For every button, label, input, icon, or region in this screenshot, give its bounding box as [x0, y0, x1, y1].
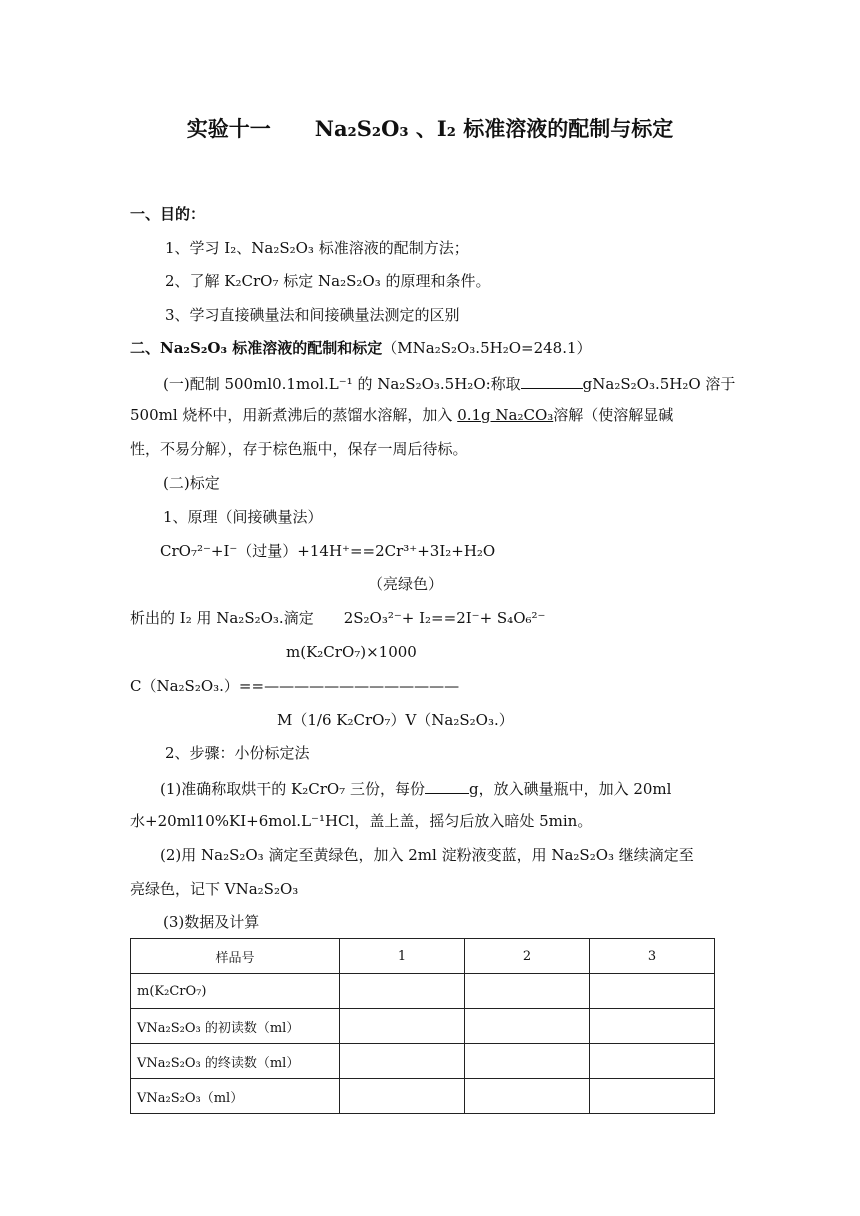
table-header-cell: 2	[465, 939, 590, 974]
section-2-title: 二、Na₂S₂O₃ 标准溶液的配制和标定	[130, 339, 383, 357]
preparation-line-3: 性，不易分解），存于棕色瓶中，保存一周后待标。	[130, 440, 468, 458]
reaction-line-2	[130, 608, 545, 628]
table-row	[131, 1044, 715, 1079]
row-label: VNa₂S₂O₃ 的初读数（ml）	[131, 1009, 340, 1044]
reaction-equation-1: CrO₇²⁻+I⁻（过量）+14H⁺==2Cr³⁺+3I₂+H₂O	[160, 542, 496, 560]
reaction-color-note: （亮绿色）	[368, 575, 444, 593]
step-2-line-2: 亮绿色，记下 VNa₂S₂O₃	[130, 880, 299, 898]
preparation-text-a: (一)配制 500ml0.1mol.L⁻¹ 的 Na₂S₂O₃.5H₂O:称取	[163, 375, 521, 393]
step-1-text-b: g，放入碘量瓶中，加入 20ml	[468, 780, 672, 798]
row-label: VNa₂S₂O₃ 的终读数（ml）	[131, 1044, 340, 1079]
table-cell	[590, 1079, 715, 1114]
table-cell	[590, 1009, 715, 1044]
molar-mass-note: （MNa₂S₂O₃.5H₂O=248.1）	[382, 339, 592, 357]
step-1-line-1	[160, 777, 671, 799]
page-title	[0, 116, 860, 142]
row-label: VNa₂S₂O₃（ml）	[131, 1079, 340, 1114]
section-2-heading	[130, 338, 592, 358]
table-cell	[465, 1009, 590, 1044]
step-1-text-a: (1)准确称取烘干的 K₂CrO₇ 三份，每份	[160, 780, 425, 798]
steps-heading: 2、步骤：小份标定法	[165, 744, 310, 762]
titration-text: 析出的 I₂ 用 Na₂S₂O₃.滴定	[130, 609, 314, 627]
mass-blank	[521, 372, 583, 389]
title-formula: Na₂S₂O₃ 、I₂ 标准溶液的配制与标定	[314, 116, 674, 141]
table-cell	[590, 974, 715, 1009]
data-table	[130, 938, 715, 1114]
table-cell	[590, 1044, 715, 1079]
preparation-line-2	[130, 405, 673, 425]
formula-numerator: m(K₂CrO₇)×1000	[286, 643, 417, 661]
table-cell	[465, 974, 590, 1009]
preparation-text-b: gNa₂S₂O₃.5H₂O 溶于	[582, 375, 736, 393]
table-cell	[340, 974, 465, 1009]
calibration-heading: (二)标定	[163, 474, 220, 492]
title-main: 实验十一	[186, 116, 271, 141]
table-cell	[340, 1009, 465, 1044]
table-row	[131, 974, 715, 1009]
principle-heading: 1、原理（间接碘量法）	[163, 508, 323, 526]
table-header-cell: 3	[590, 939, 715, 974]
table-header-cell: 1	[340, 939, 465, 974]
portion-mass-blank	[425, 777, 469, 794]
table-cell	[340, 1079, 465, 1114]
table-row	[131, 1079, 715, 1114]
table-cell	[465, 1044, 590, 1079]
step-1-line-2: 水+20ml10%KI+6mol.L⁻¹HCl，盖上盖，摇匀后放入暗处 5min。	[130, 812, 593, 830]
objective-2: 2、了解 K₂CrO₇ 标定 Na₂S₂O₃ 的原理和条件。	[165, 272, 491, 290]
formula-denominator: M（1/6 K₂CrO₇）V（Na₂S₂O₃.）	[277, 711, 514, 729]
table-header-cell: 样品号	[131, 939, 340, 974]
preparation-text-c: 500ml 烧杯中，用新煮沸后的蒸馏水溶解，加入	[130, 406, 453, 424]
objective-3: 3、学习直接碘量法和间接碘量法测定的区别	[165, 306, 460, 324]
step-2-line-1: (2)用 Na₂S₂O₃ 滴定至黄绿色，加入 2ml 淀粉液变蓝，用 Na₂S₂O₃ 继续滴定至	[160, 846, 694, 864]
table-cell	[340, 1044, 465, 1079]
table-header-row	[131, 939, 715, 974]
section-1-heading: 一、目的：	[130, 205, 206, 223]
table-row	[131, 1009, 715, 1044]
preparation-line-1	[163, 372, 735, 394]
objective-1: 1、学习 I₂、Na₂S₂O₃ 标准溶液的配制方法；	[165, 239, 469, 257]
formula-lhs: C（Na₂S₂O₃.）==—————————————	[130, 677, 460, 695]
sodium-carbonate-amount: 0.1g Na₂CO₃	[457, 406, 554, 424]
reaction-equation-2: 2S₂O₃²⁻+ I₂==2I⁻+ S₄O₆²⁻	[343, 609, 546, 627]
step-3-heading: (3)数据及计算	[163, 913, 260, 931]
table-cell	[465, 1079, 590, 1114]
preparation-text-d: 溶解（使溶解显碱	[553, 406, 674, 424]
row-label: m(K₂CrO₇)	[131, 974, 340, 1009]
